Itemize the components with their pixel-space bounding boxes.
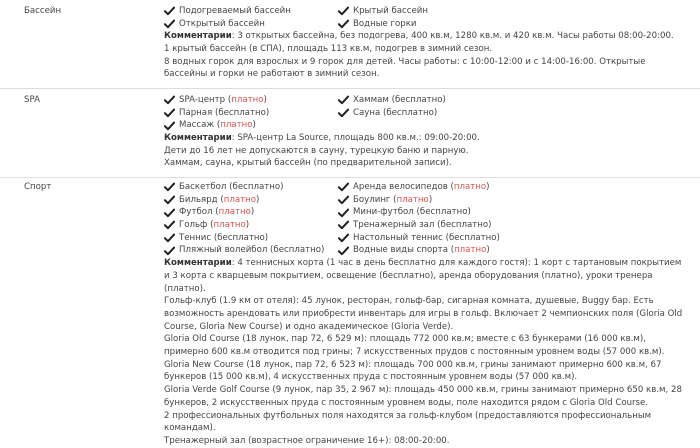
amenity-name: Водные виды спорта (353, 245, 448, 256)
price-free: бесплатно (386, 107, 434, 118)
price-paid: платно (220, 120, 253, 131)
amenity-name: Хаммам (353, 95, 389, 105)
amenity-item: Массаж ( платно ) (164, 119, 338, 132)
price-free: бесплатно (440, 220, 489, 231)
amenity-item: Футбол ( платно ) (164, 206, 338, 219)
checkmark-icon (164, 208, 175, 218)
comment-block (164, 132, 684, 170)
checkmark-icon (164, 195, 175, 205)
checkmark-icon (338, 208, 349, 218)
checkmark-icon (338, 6, 349, 16)
price-free: бесплатно (273, 245, 321, 256)
amenity-name: Водные горки (353, 18, 417, 29)
amenity-name: Бильярд (179, 194, 218, 205)
price-paid: платно (213, 220, 246, 231)
amenity-item (164, 5, 338, 18)
amenity-name: Крытый бассейн (353, 6, 428, 16)
checkmark-icon (338, 233, 349, 243)
amenity-name: Подогреваемый бассейн (179, 6, 291, 16)
amenity-name: Пляжный волейбол (179, 245, 268, 256)
amenity-item (338, 5, 538, 18)
amenity-list (164, 94, 684, 132)
comment-line: Тренажерный зал (возрастное ограничение 16+): 08:00-20:00. (164, 435, 450, 446)
comment-line: Хаммам, сауна, крытый бассейн (по предварительной записи). (164, 158, 452, 169)
section-pool (0, 0, 700, 89)
price-free: бесплатно (232, 182, 281, 192)
amenity-name: Тренажерный зал (353, 220, 435, 231)
amenity-item: Бильярд ( платно ) (164, 194, 338, 207)
price-free: бесплатно (218, 107, 266, 118)
price-free: бесплатно (394, 95, 443, 105)
comment-block (164, 30, 684, 81)
comment-line: Gloria Verde Golf Course (9 лунок, пар 35, 2 967 м): площадь 450 000 кв.м, грины занимают примерно 650 кв.м, 28 бункеров, 2 искусственных пруда с постоянным уровнем воды, поле находится рядом с Gloria Old Course. (164, 385, 682, 408)
checkmark-icon (164, 95, 175, 105)
amenity-item: Хаммам ( бесплатно ) (338, 94, 538, 107)
section-label: SPA (24, 95, 40, 105)
amenity-item: Аренда велосипедов ( платно ) (338, 181, 538, 194)
amenity-list (164, 5, 684, 30)
checkmark-icon (338, 108, 349, 118)
checkmark-icon (164, 246, 175, 256)
comment-line: Гольф-клуб (1.9 км от отеля): 45 лунок, ресторан, гольф-бар, сигарная комната, душевые, Buggy бар. Есть возможность арендовать или приобрести инвентарь для игры в гольф. Включает 2 чемпионских поля (Gloria Old Course, Gloria New Course) и одно академическое (Gloria Verde). (164, 296, 683, 332)
comment-line: Gloria New Course (18 лунок, пар 72, 6 523 м): площадь 700 000 кв.м, грины занимают примерно 600 кв.м, 67 бункеров (15 000 кв.м), 4 искусственных пруда с постоянным уровнем воды (57 000 кв.м). (164, 359, 662, 383)
amenity-name: Аренда велосипедов (353, 182, 448, 192)
amenity-name: Футбол (179, 207, 213, 218)
price-paid: платно (223, 194, 256, 205)
checkmark-icon (164, 121, 175, 131)
checkmark-icon (164, 19, 175, 29)
comment-line: 2 профессиональных футбольных поля находятся за гольф-клубом (предоставляются профессиональным командам). (164, 410, 652, 434)
price-free: бесплатно (217, 232, 265, 243)
amenity-name: Настольный теннис (353, 232, 443, 243)
section-spa (0, 89, 700, 178)
amenity-item: Мини-футбол ( бесплатно ) (338, 206, 538, 219)
section-label: Бассейн (24, 6, 62, 16)
comment-block (164, 257, 684, 448)
amenity-list (164, 181, 684, 257)
section-sport (0, 178, 700, 446)
amenity-item (338, 18, 538, 31)
comment-label: Комментарии (164, 258, 232, 269)
checkmark-icon (338, 195, 349, 205)
section-content (164, 94, 684, 170)
checkmark-icon (164, 108, 175, 118)
comment-line: Gloria Old Course (18 лунок, пар 72, 6 529 м): площадь 772 000 кв.м; вместе с 63 бункерами (16 000 кв.м), примерно 600 кв.м отводится под грины; 7 искусственных прудов с постоянным уровнем воды (57 000 кв.м). (164, 334, 665, 358)
amenity-item: Боулинг ( платно ) (338, 194, 538, 207)
amenity-item: Теннис ( бесплатно ) (164, 232, 338, 245)
amenity-name: SPA-центр (179, 95, 226, 105)
amenity-item: Водные виды спорта ( платно ) (338, 244, 538, 257)
checkmark-icon (338, 220, 349, 230)
amenity-name: Боулинг (353, 194, 391, 205)
amenity-item: SPA-центр ( платно ) (164, 94, 338, 107)
price-paid: платно (218, 207, 251, 218)
checkmark-icon (164, 220, 175, 230)
amenity-name: Теннис (179, 232, 212, 243)
comment-line: Дети до 16 лет не допускаются в сауну, турецкую баню и парную. (164, 145, 469, 156)
amenity-item: Сауна ( бесплатно ) (338, 107, 538, 120)
comment-line: Комментарии: 3 открытых бассейна, без подогрева, 400 кв.м, 1280 кв.м. и 420 кв.м. Часы работы 08:00-20:00. (164, 31, 674, 42)
amenity-item: Тренажерный зал ( бесплатно ) (338, 219, 538, 232)
comment-line: Комментарии: 4 теннисных корта (1 час в день бесплатно для каждого гостя): 1 корт с тартановым покрытием и 3 корта с кварцевым покрытием, освещение (бесплатно), аренда оборудования (платно), уроки тренера (платно). (164, 258, 682, 294)
price-paid: платно (231, 95, 264, 105)
comment-line: Комментарии: SPA-центр La Source, площадь 800 кв.м.: 09:00-20:00. (164, 133, 480, 144)
amenity-item: Гольф ( платно ) (164, 219, 338, 232)
amenity-item: Пляжный волейбол ( бесплатно ) (164, 244, 338, 257)
checkmark-icon (164, 182, 175, 192)
comment-line: 1 крытый бассейн (в СПА), площадь 113 кв.м, подогрев в зимний сезон. (164, 44, 493, 55)
amenity-name: Баскетбол (179, 182, 227, 192)
checkmark-icon (338, 95, 349, 105)
price-paid: платно (453, 182, 487, 192)
price-free: бесплатно (419, 207, 468, 218)
amenity-item: Баскетбол ( бесплатно ) (164, 181, 338, 194)
checkmark-icon (338, 19, 349, 29)
amenity-name: Открытый бассейн (179, 18, 265, 29)
amenity-item (164, 18, 338, 31)
price-paid: платно (396, 194, 429, 205)
price-free: бесплатно (448, 232, 497, 243)
amenity-name: Парная (179, 107, 213, 118)
amenity-name: Гольф (179, 220, 208, 231)
section-content (164, 181, 684, 448)
amenity-name: Массаж (179, 120, 215, 131)
checkmark-icon (338, 182, 349, 192)
comment-label: Комментарии (164, 31, 232, 42)
amenity-name: Сауна (353, 107, 381, 118)
amenity-item: Настольный теннис ( бесплатно ) (338, 232, 538, 245)
checkmark-icon (338, 246, 349, 256)
price-paid: платно (454, 245, 487, 256)
checkmark-icon (164, 6, 175, 16)
section-content (164, 5, 684, 81)
section-label: Спорт (24, 182, 52, 192)
checkmark-icon (164, 233, 175, 243)
comment-line: 8 водных горок для взрослых и 9 горок для детей. Часы работы: с 10:00-12:00 и с 14:00-16:00. Открытые бассейны и горки не работают в зимний сезон. (164, 56, 646, 80)
amenity-name: Мини-футбол (353, 207, 414, 218)
comment-label: Комментарии (164, 133, 232, 144)
amenity-item: Парная ( бесплатно ) (164, 107, 338, 120)
